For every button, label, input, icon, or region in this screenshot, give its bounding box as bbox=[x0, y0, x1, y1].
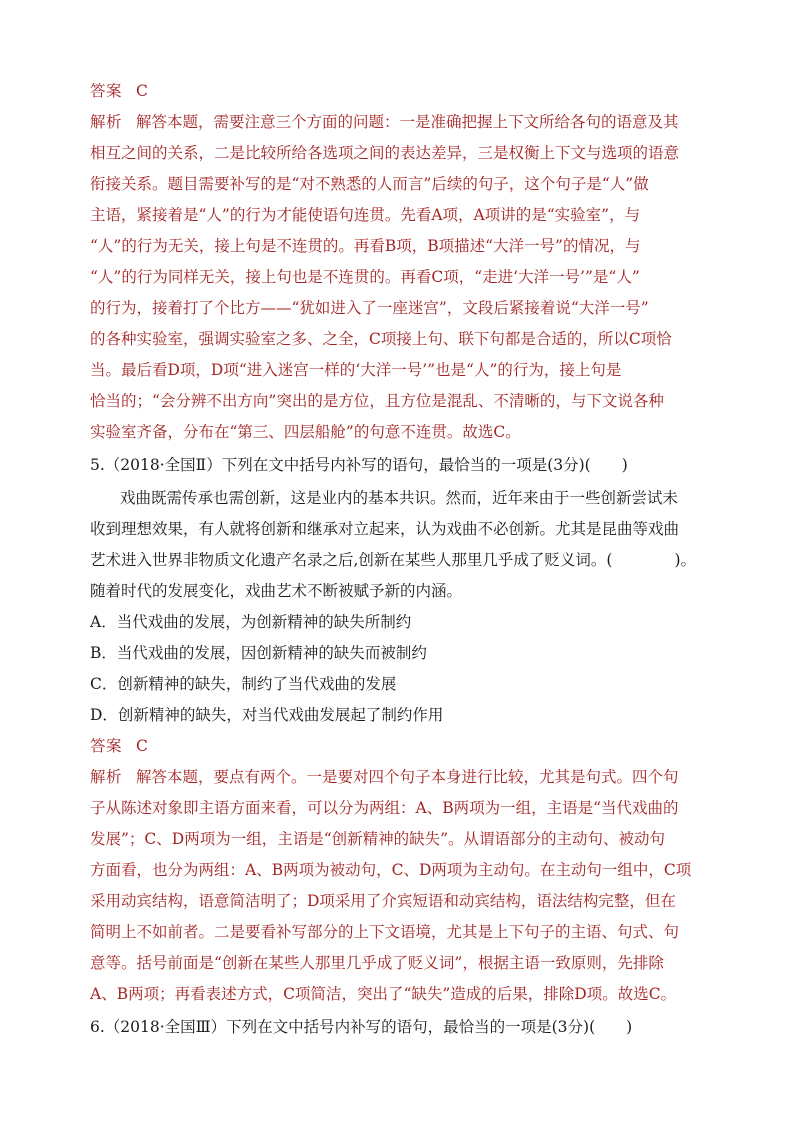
answer-line bbox=[90, 75, 710, 107]
answer-value: C bbox=[136, 737, 148, 755]
analysis-line: 采用动宾结构，语意简洁明了；D项采用了介宾短语和动宾结构，语法结构完整，但在 bbox=[90, 892, 676, 910]
analysis-line: 相互之间的关系，二是比较所给各选项之间的表达差异，三是权衡上下文与选项的语意 bbox=[90, 144, 680, 162]
analysis-line: 子从陈述对象即主语方面来看，可以分为两组：A、B两项为一组，主语是“当代戏曲的 bbox=[90, 799, 679, 817]
analysis-line: A、B两项；再看表述方式，C项简洁，突出了“缺失”造成的后果，排除D项。故选C。 bbox=[90, 985, 677, 1003]
analysis-line bbox=[90, 106, 710, 138]
option-c: C．创新精神的缺失，制约了当代戏曲的发展 bbox=[90, 675, 397, 693]
analysis-line: 的各种实验室，强调实验室之多、之全，C项接上句、联下句都是合适的，所以C项恰 bbox=[90, 330, 672, 348]
option-b: B．当代戏曲的发展，因创新精神的缺失而被制约 bbox=[90, 644, 427, 662]
option-d: D．创新精神的缺失，对当代戏曲发展起了制约作用 bbox=[90, 706, 444, 724]
answer-line bbox=[90, 730, 710, 762]
analysis-line: 方面看，也分为两组：A、B两项为被动句，C、D两项为主动句。在主动句一组中，C项 bbox=[90, 861, 692, 879]
analysis-line: “人”的行为无关，接上句是不连贯的。再看B项，B项描述“大洋一号”的情况，与 bbox=[90, 237, 641, 255]
analysis-line: 发展”；C、D两项为一组，主语是“创新精神的缺失”。从谓语部分的主动句、被动句 bbox=[90, 830, 666, 848]
analysis-line: 意等。括号前面是“创新在某些人那里几乎成了贬义词”，根据主语一致原则，先排除 bbox=[90, 954, 664, 972]
question-5-stem: 5.（2018·全国Ⅱ）下列在文中括号内补写的语句，最恰当的一项是(3分)( ) bbox=[90, 456, 628, 474]
answer-value: C bbox=[136, 82, 148, 100]
analysis-line: 当。最后看D项，D项“进入迷宫一样的‘大洋一号’”也是“人”的行为，接上句是 bbox=[90, 361, 622, 379]
analysis-line: 的行为，接着打了个比方——“犹如进入了一座迷宫”，文段后紧接着说“大洋一号” bbox=[90, 299, 649, 317]
analysis-label: 解析 bbox=[90, 113, 123, 131]
analysis-line: 简明上不如前者。二是要看补写部分的上下文语境，尤其是上下句子的主语、句式、句 bbox=[90, 923, 680, 941]
analysis-line: “人”的行为同样无关，接上句也是不连贯的。再看C项，“走进‘大洋一号’”是“人” bbox=[90, 268, 640, 286]
analysis-line: 实验室齐备，分布在“第三、四层船舱”的句意不连贯。故选C。 bbox=[90, 423, 521, 441]
analysis-line: 恰当的；“会分辨不出方向”突出的是方位，且方位是混乱、不清晰的，与下文说各种 bbox=[90, 392, 664, 410]
answer-label: 答案 bbox=[90, 737, 123, 755]
passage-line: 收到理想效果，有人就将创新和继承对立起来，认为戏曲不必创新。尤其是昆曲等戏曲 bbox=[90, 520, 680, 538]
passage-line: 艺术进入世界非物质文化遗产名录之后,创新在某些人那里几乎成了贬义词。( )。 bbox=[90, 551, 697, 569]
analysis-label: 解析 bbox=[90, 768, 123, 786]
analysis-line: 衔接关系。题目需要补写的是“对不熟悉的人而言”后续的句子，这个句子是“人”做 bbox=[90, 175, 649, 193]
answer-label: 答案 bbox=[90, 82, 123, 100]
passage-line: 戏曲既需传承也需创新，这是业内的基本共识。然而，近年来由于一些创新尝试未 bbox=[120, 489, 679, 507]
question-6-stem: 6.（2018·全国Ⅲ）下列在文中括号内补写的语句，最恰当的一项是(3分)( ) bbox=[90, 1018, 633, 1036]
analysis-text: 解答本题，要点有两个。一是要对四个句子本身进行比较，尤其是句式。四个句 bbox=[136, 768, 679, 786]
analysis-line bbox=[90, 761, 710, 793]
analysis-text: 解答本题，需要注意三个方面的问题：一是准确把握上下文所给各句的语意及其 bbox=[136, 113, 679, 131]
option-a: A．当代戏曲的发展，为创新精神的缺失所制约 bbox=[90, 613, 412, 631]
passage-line: 随着时代的发展变化，戏曲艺术不断被赋予新的内涵。 bbox=[90, 582, 463, 600]
analysis-line: 主语，紧接着是“人”的行为才能使语句连贯。先看A项，A项讲的是“实验室”，与 bbox=[90, 206, 641, 224]
